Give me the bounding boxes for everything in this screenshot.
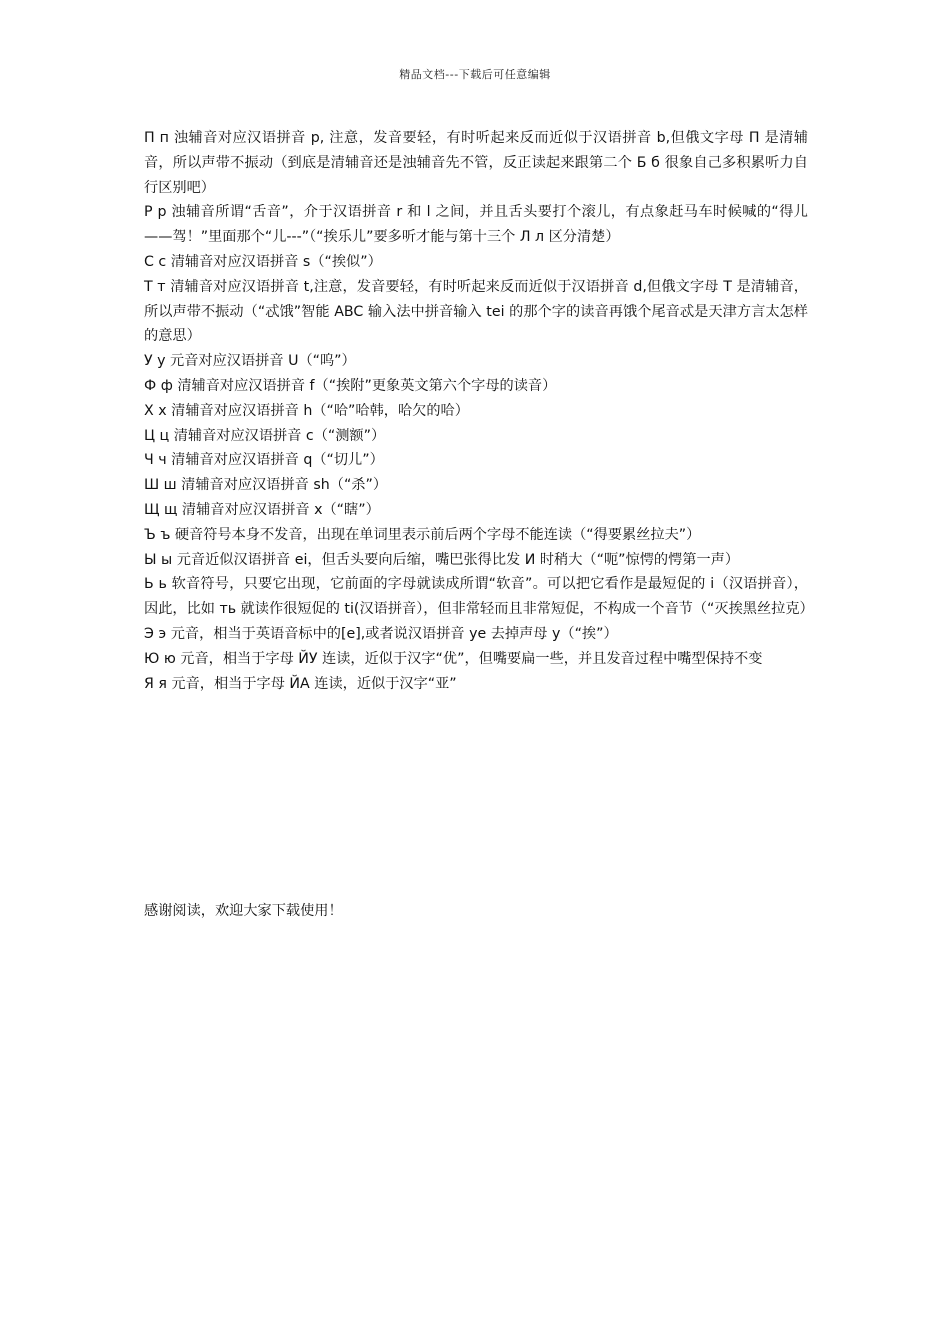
paragraph-ef: Ф ф 清辅音对应汉语拼音 f（“挨附”更象英文第六个字母的读音）: [144, 377, 557, 394]
paragraph-pe: П п 浊辅音对应汉语拼音 p, 注意，发音要轻，有时听起来反而近似于汉语拼音 b,但俄文字母 П 是清辅音，所以声带不振动（到底是清辅音还是浊辅音先不管，反正读起来跟第二个 Б б 很象自己多积累听力自行区别吧）: [144, 130, 808, 196]
paragraph-yu: Ю ю 元音，相当于字母 ЙУ 连读，近似于汉字“优”，但嘴要扁一些，并且发音过程中嘴型保持不变: [144, 650, 763, 667]
paragraph-te: Т т 清辅音对应汉语拼音 t,注意，发音要轻，有时听起来反而近似于汉语拼音 d,但俄文字母 Т 是清辅音，所以声带不振动（“忒饿”智能 ABC 输入法中拼音输入 tei 的那个字的读音再饿个尾音忒是天津方言太怎样的意思）: [144, 278, 808, 345]
document-body: [144, 126, 814, 696]
paragraph-yery: Ы ы 元音近似汉语拼音 ei，但舌头要向后缩，嘴巴张得比发 И 时稍大（“呃”惊愕的愕第一声）: [144, 551, 740, 568]
paragraph-e: Э э 元音，相当于英语音标中的[e],或者说汉语拼音 ye 去掉声母 y（“挨”）: [144, 625, 618, 642]
paragraph-shcha: Щ щ 清辅音对应汉语拼音 x（“瞎”）: [144, 501, 380, 518]
paragraph-u: У у 元音对应汉语拼音 U（“呜”）: [144, 353, 356, 370]
paragraph-soft-sign: Ь ь 软音符号，只要它出现，它前面的字母就读成所谓“软音”。可以把它看作是最短促的 i（汉语拼音），因此，比如 ть 就读作很短促的 ti(汉语拼音），但非常轻而且非常短促，不构成一个音节（“灭挨黑丝拉克）: [144, 576, 814, 618]
paragraph-er: Р р 浊辅音所谓“舌音”，介于汉语拼音 r 和 l 之间，并且舌头要打个滚儿，有点象赶马车时候喊的“得儿——驾！”里面那个“儿---”（“挨乐儿”要多听才能与第十三个 Л л 区分清楚）: [144, 204, 808, 246]
paragraph-che: Ч ч 清辅音对应汉语拼音 q（“切儿”）: [144, 452, 384, 469]
paragraph-ya: Я я 元音，相当于字母 ЙА 连读，近似于汉字“亚”: [144, 675, 457, 692]
paragraph-kha: Х х 清辅音对应汉语拼音 h（“哈”哈韩，哈欠的哈）: [144, 402, 469, 419]
paragraph-hard-sign: Ъ ъ 硬音符号本身不发音，出现在单词里表示前后两个字母不能连读（“得要累丝拉夫”）: [144, 526, 701, 543]
paragraph-es: С с 清辅音对应汉语拼音 s（“挨似”）: [144, 253, 382, 270]
page-header: 精品文档---下载后可任意编辑: [399, 68, 551, 81]
paragraph-tse: Ц ц 清辅音对应汉语拼音 c（“测额”）: [144, 427, 386, 444]
paragraph-sha: Ш ш 清辅音对应汉语拼音 sh（“杀”）: [144, 477, 388, 494]
thanks-note: 感谢阅读，欢迎大家下载使用！: [144, 903, 343, 919]
